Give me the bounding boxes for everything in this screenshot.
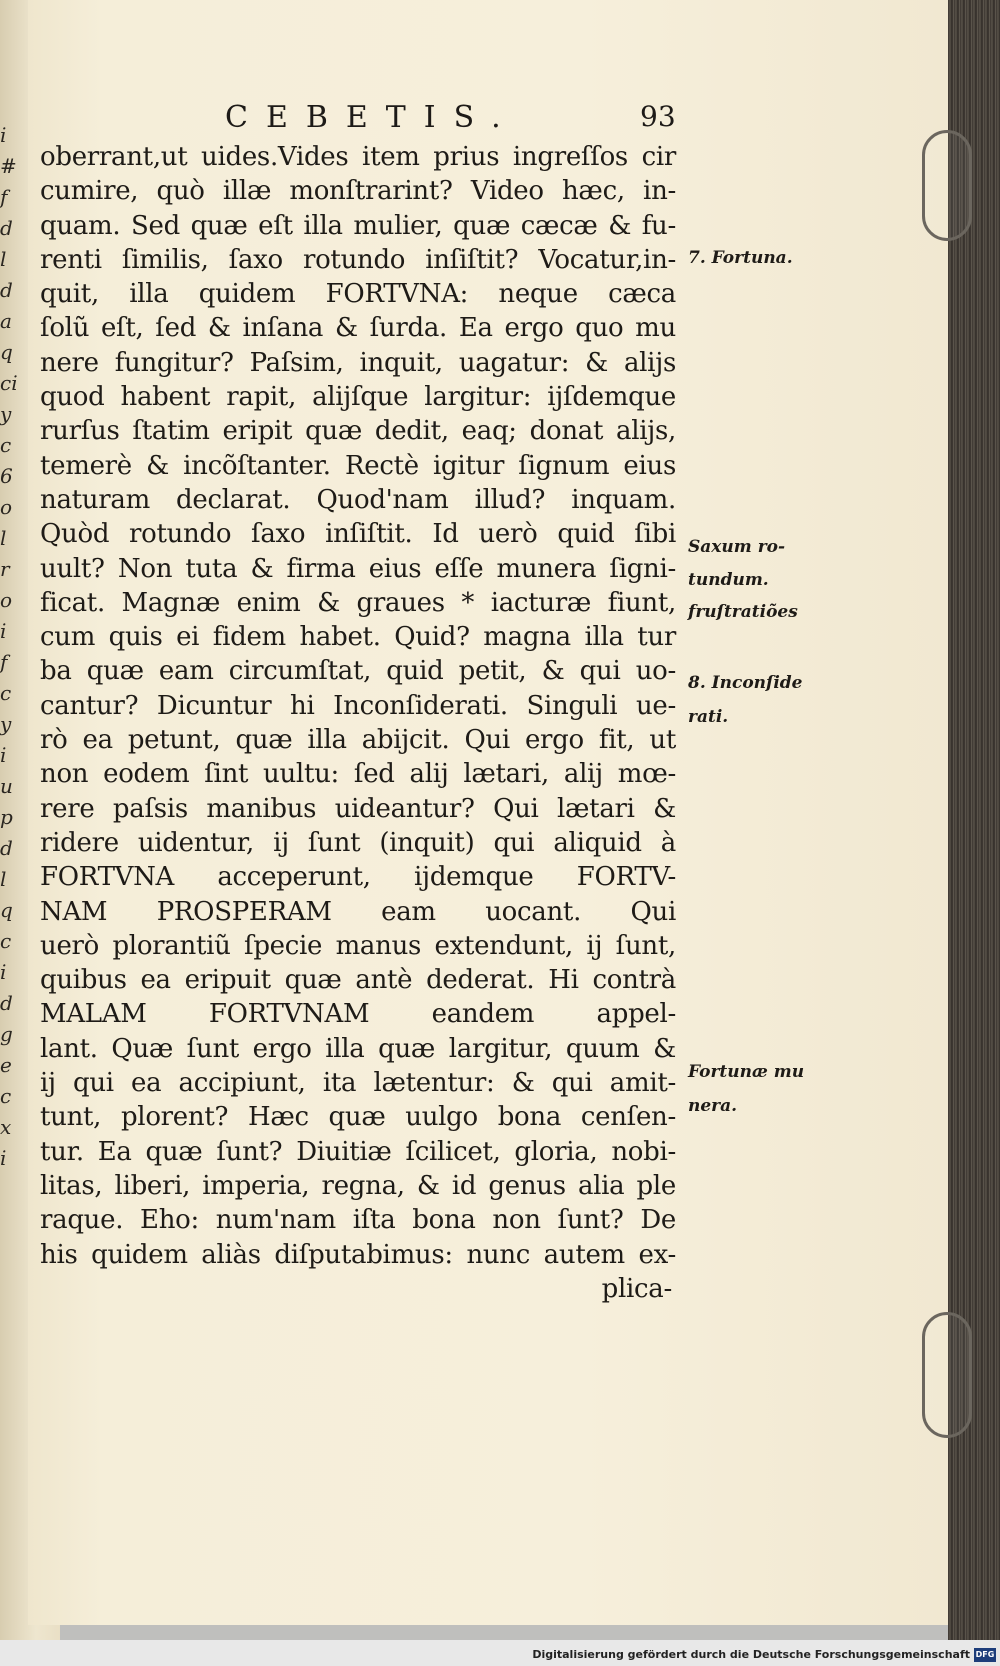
bleed-char: o — [0, 588, 13, 612]
margin-note-inconsiderati-cont: rati. — [688, 707, 729, 727]
text-line: ij qui ea accipiunt, ita lætentur: & qui amit- — [40, 1068, 676, 1099]
bleed-char: c — [0, 433, 12, 457]
bleed-char: q — [0, 340, 13, 364]
text-line: cum quis ei fidem habet. Quid? magna illa tur — [40, 622, 676, 653]
bleed-char: ci — [0, 371, 18, 395]
facing-page-bleed — [0, 120, 40, 1370]
text-line: non eodem ſint uultu: ſed alij lætari, alij mœ- — [40, 759, 676, 790]
text-line: renti ſimilis, ſaxo rotundo inſiſtit? Vocatur,in- — [40, 244, 676, 275]
bleed-char: l — [0, 247, 7, 271]
page-number: 93 — [640, 100, 676, 133]
margin-note-munera-cont: nera. — [688, 1096, 738, 1116]
text-line: nere fungitur? Paſsim, inquit, uagatur: & alijs — [40, 347, 676, 378]
bleed-char: c — [0, 1084, 12, 1108]
text-line: cantur? Dicuntur hi Inconſiderati. Singuli ue- — [40, 690, 676, 721]
bleed-char: x — [0, 1115, 12, 1139]
text-line: NAM PROSPERAM eam uocant. Qui — [40, 896, 676, 927]
text-line: Quòd rotundo ſaxo inſiſtit. Id uerò quid ſibi — [40, 519, 676, 550]
margin-note-fortunae-munera: Fortunæ mu — [688, 1062, 805, 1082]
bleed-char: d — [0, 836, 13, 860]
text-line: oberrant,ut uides.Vides item prius ingreſſos cir — [40, 142, 676, 172]
bleed-char: l — [0, 526, 7, 550]
bleed-char: q — [0, 898, 13, 922]
text-line: rurſus ſtatim eripit quæ dedit, eaq; donat alijs, — [40, 416, 676, 447]
bleed-char: f — [0, 650, 8, 674]
bleed-char: c — [0, 681, 12, 705]
page-clip-top — [922, 130, 972, 241]
bleed-char: i — [0, 123, 7, 147]
text-line: litas, liberi, imperia, regna, & id genus alia ple — [40, 1170, 676, 1201]
margin-note-inconsiderati: 8. Inconſide — [688, 673, 803, 693]
bleed-char: # — [0, 154, 17, 178]
text-line: temerè & incõſtanter. Rectè igitur ſignum eius — [40, 450, 676, 481]
bleed-char: d — [0, 278, 13, 302]
bleed-char: 6 — [0, 464, 13, 488]
page-clip-bottom — [922, 1312, 972, 1438]
text-line: ba quæ eam circumſtat, quid petit, & qui uo- — [40, 656, 676, 687]
bleed-char: l — [0, 867, 7, 891]
bleed-char: a — [0, 309, 12, 333]
bleed-char: d — [0, 216, 13, 240]
margin-note-saxum: Saxum ro- — [688, 537, 786, 557]
bleed-char: i — [0, 960, 7, 984]
margin-note-saxum-cont: tundum. — [688, 570, 769, 590]
bleed-char: f — [0, 185, 8, 209]
bleed-char: i — [0, 1146, 7, 1170]
bleed-char: u — [0, 774, 13, 798]
catchword: plica- — [601, 1273, 672, 1304]
bleed-char: y — [0, 712, 12, 736]
text-line: ficat. Magnæ enim & graues * iacturæ fiunt, — [40, 587, 676, 618]
running-head: CEBETIS. — [225, 100, 519, 135]
bleed-char: g — [0, 1022, 13, 1046]
text-line: rere paſsis manibus uideantur? Qui lætari & — [40, 793, 676, 824]
bleed-char: r — [0, 557, 10, 581]
text-line: raque. Eho: num'nam iſta bona non ſunt? De — [40, 1205, 676, 1236]
text-line: his quidem aliàs diſputabimus: nunc autem ex- — [40, 1239, 676, 1270]
bleed-char: y — [0, 402, 12, 426]
bleed-char: e — [0, 1053, 12, 1077]
text-line: ſolũ eſt, ſed & inſana & ſurda. Ea ergo quo mu — [40, 313, 676, 344]
text-line: quod habent rapit, alijſque largitur: ijſdemque — [40, 382, 676, 413]
bleed-char: c — [0, 929, 12, 953]
bleed-char: p — [0, 805, 13, 829]
text-line: cumire, quò illæ monſtrarint? Video hæc, in- — [40, 176, 676, 207]
text-line: ridere uidentur, ij ſunt (inquit) qui aliquid à — [40, 827, 676, 858]
text-line: FORTVNA acceperunt, ijdemque FORTV- — [40, 862, 676, 893]
dfg-logo: DFG — [974, 1648, 996, 1662]
bleed-char: o — [0, 495, 13, 519]
text-line: quibus ea eripuit quæ antè dederat. Hi contrà — [40, 965, 676, 996]
digitization-credit: Digitalisierung gefördert durch die Deutsche Forschungsgemeinschaft — [532, 1648, 970, 1661]
text-line: naturam declarat. Quod'nam illud? inquam. — [40, 484, 676, 515]
text-line: tunt, plorent? Hæc quæ uulgo bona cenſen- — [40, 1102, 676, 1133]
text-line: MALAM FORTVNAM eandem appel- — [40, 999, 676, 1030]
bleed-char: i — [0, 743, 7, 767]
margin-note-frustrationes: fruſtratiões — [688, 602, 798, 622]
text-line: lant. Quæ ſunt ergo illa quæ largitur, quum & — [40, 1033, 676, 1064]
margin-note-fortuna: 7. Fortuna. — [688, 248, 793, 268]
text-line: quit, illa quidem FORTVNA: neque cæca — [40, 279, 676, 310]
text-line: uerò plorantiũ ſpecie manus extendunt, ij ſunt, — [40, 930, 676, 961]
text-line: rò ea petunt, quæ illa abijcit. Qui ergo fit, ut — [40, 725, 676, 756]
text-line: uult? Non tuta & firma eius eſſe munera ſigni- — [40, 553, 676, 584]
body-text — [40, 140, 676, 1306]
bleed-char: i — [0, 619, 7, 643]
bleed-char: d — [0, 991, 13, 1015]
text-line: quam. Sed quæ eſt illa mulier, quæ cæcæ & fu- — [40, 210, 676, 241]
text-line: tur. Ea quæ ſunt? Diuitiæ ſcilicet, gloria, nobi- — [40, 1136, 676, 1167]
